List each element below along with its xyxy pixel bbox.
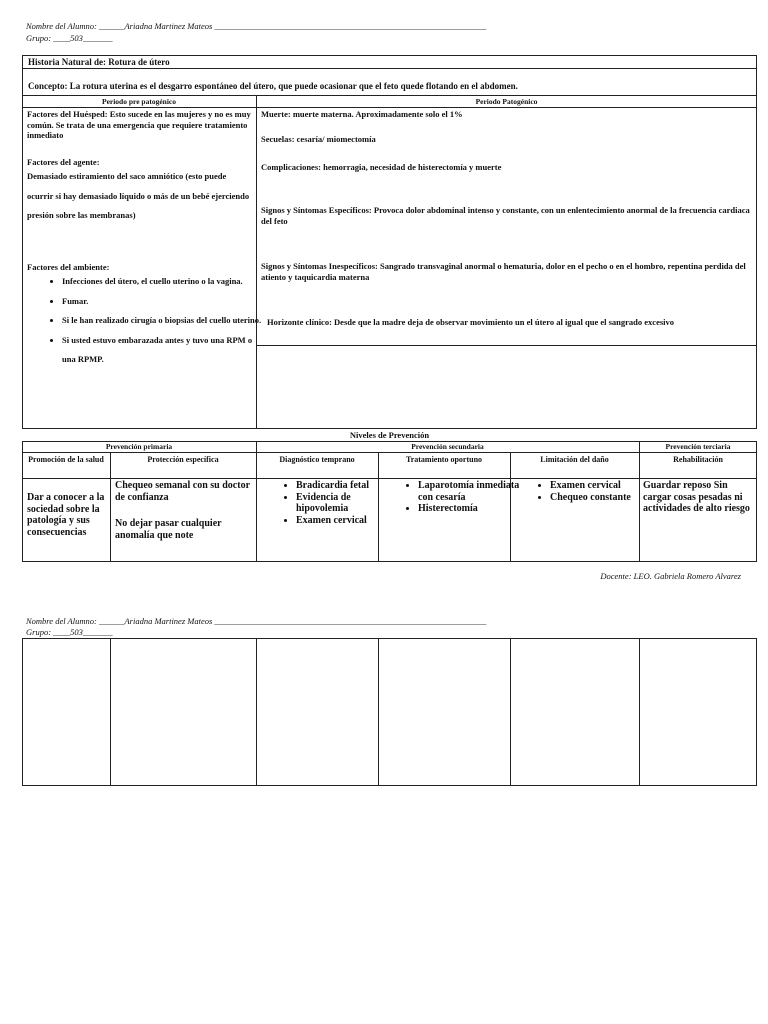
- name-label: Nombre del Alumno:: [26, 21, 97, 31]
- group-line-2: [26, 627, 113, 637]
- limitation-item: • Chequeo constante: [550, 492, 655, 504]
- name-value: ______Ariadna Martinez Mateos: [98, 616, 213, 626]
- group-label: Grupo:: [26, 627, 52, 637]
- name-underline: ________________________________________________________________: [214, 21, 487, 31]
- doc-title: Historia Natural de: Rotura de útero: [28, 57, 170, 67]
- environment-factors-list: [44, 272, 267, 370]
- limitation-item: • Examen cervical: [550, 480, 655, 492]
- empty-prevention-table: [22, 638, 757, 786]
- promotion-text: Dar a conocer a la sociedad sobre la patología y sus consecuencias: [27, 492, 105, 538]
- environment-item: • Fumar.: [62, 292, 267, 312]
- specific-signs-text: Signos y Síntomas Específicos: Provoca dolor abdominal intenso y constante, con un enlentecimiento anormal de la frecuencia cardiaca del feto: [261, 205, 750, 226]
- teacher-name: Docente: LEO. Gabriela Romero Alvarez: [600, 571, 741, 581]
- prevention-title: Niveles de Prevención: [349, 430, 430, 440]
- damage-limitation-header: Limitación del daño: [540, 455, 609, 464]
- concepto-text: Concepto: La rotura uterina es el desgarro espontáneo del útero, que puede ocasionar que el feto quede flotando en el abdomen.: [28, 81, 518, 91]
- environment-factors-title: Factores del ambiente:: [27, 262, 110, 272]
- environment-item: • Infecciones del útero, el cuello uterino o la vagina.: [62, 272, 267, 292]
- rehabilitation-text: Guardar reposo Sin cargar cosas pesadas ni actividades de alto riesgo: [643, 480, 750, 514]
- clinical-horizon-text: Horizonte clínico: Desde que la madre deja de observar movimiento un el útero al igual que el sangrado excesivo: [267, 317, 675, 327]
- treatment-item: • Histerectomía: [418, 503, 522, 515]
- agent-factors-text: Demasiado estiramiento del saco amniótico (esto puede ocurrir si hay demasiado líquido o más de un bebé ejerciendo presión sobre las membranas): [27, 171, 250, 220]
- timely-treatment-header: Tratamiento oportuno: [405, 455, 483, 464]
- sequelae-text: Secuelas: cesaría/ miomectomía: [261, 134, 376, 144]
- patogenic-header: Periodo Patogénico: [475, 97, 538, 106]
- death-text: Muerte: muerte materna. Aproximadamente solo el 1%: [261, 109, 463, 119]
- early-diagnosis-header: Diagnóstico temprano: [279, 455, 355, 464]
- diagnosis-item: • Examen cervical: [296, 515, 392, 527]
- student-name-line-2: [26, 616, 486, 626]
- complications-text: Complicaciones: hemorragia, necesidad de histerectomía y muerte: [261, 162, 502, 172]
- timely-treatment-list: [400, 480, 522, 515]
- primary-prevention-header: Prevención primaria: [105, 442, 173, 451]
- group-label: Grupo:: [26, 33, 52, 43]
- name-underline: ________________________________________________________________: [214, 616, 487, 626]
- name-value: ______Ariadna Martinez Mateos: [98, 21, 213, 31]
- treatment-item: • Laparotomía inmediata con cesaría: [418, 480, 522, 503]
- secondary-prevention-header: Prevención secundaria: [411, 442, 484, 451]
- group-value: ____503_______: [53, 33, 113, 43]
- group-line: [26, 33, 113, 43]
- diagnosis-item: • Evidencia de hipovolemia: [296, 492, 392, 515]
- environment-item: • Si usted estuvo embarazada antes y tuvo una RPM o una RPMP.: [62, 331, 267, 370]
- agent-factors-title: Factores del agente:: [27, 157, 100, 167]
- prepatogenic-header: Periodo pre patogénico: [101, 97, 177, 106]
- diagnosis-item: • Bradicardia fetal: [296, 480, 392, 492]
- protection-text-1: Chequeo semanal con su doctor de confianza: [115, 480, 250, 503]
- damage-limitation-list: [532, 480, 655, 503]
- rehabilitation-header: Rehabilitación: [673, 455, 723, 464]
- protection-header: Protección específica: [147, 455, 219, 464]
- host-factors: Factores del Huésped: Esto sucede en las mujeres y no es muy común. Se trata de una emergencia que requiere tratamiento inmediato: [27, 109, 251, 140]
- early-diagnosis-list: [278, 480, 392, 526]
- name-label: Nombre del Alumno:: [26, 616, 97, 626]
- student-name-line: [26, 21, 486, 31]
- promotion-header: Promoción de la salud: [28, 455, 104, 464]
- group-value: ____503_______: [53, 627, 113, 637]
- environment-item: • Si le han realizado cirugía o biopsias del cuello uterino.: [62, 311, 267, 331]
- nonspecific-signs-text: Signos y Síntomas Inespecíficos: Sangrado transvaginal anormal o hematuria, dolor en el pecho o en el hombro, repentina perdida del atiento y taquicardia materna: [261, 261, 746, 282]
- protection-text-2: No dejar pasar cualquier anomalía que note: [115, 518, 222, 541]
- tertiary-prevention-header: Prevención terciaria: [665, 442, 731, 451]
